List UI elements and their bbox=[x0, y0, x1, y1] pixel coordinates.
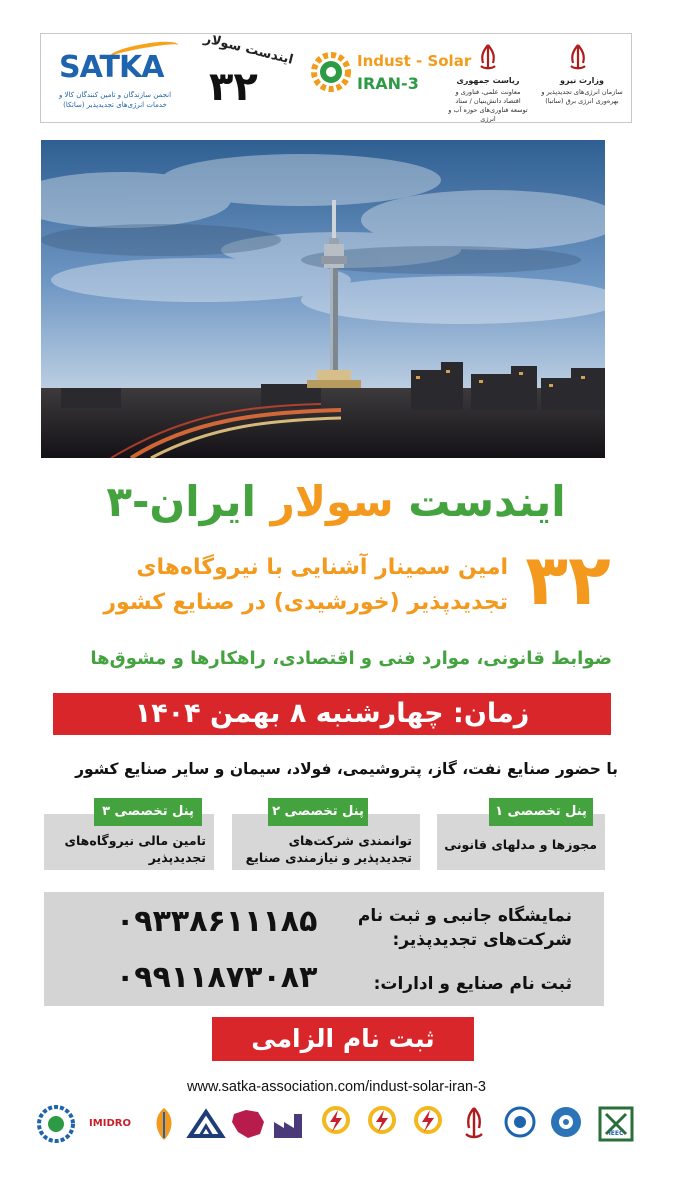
milad-tower-illustration bbox=[41, 140, 605, 458]
seminar-line2: تجدیدپذیر (خورشیدی) در صنایع کشور bbox=[103, 590, 508, 615]
sponsor-logo-7 bbox=[316, 1104, 356, 1160]
mandatory-registration-banner: ثبت نام الزامی bbox=[212, 1017, 474, 1061]
panel-1-tag: پنل تخصصی ۱ bbox=[489, 798, 593, 826]
seminar-number: ۳۲ bbox=[525, 539, 611, 621]
ministry-emblem-icon bbox=[563, 42, 593, 72]
sponsor-logo-12 bbox=[546, 1104, 586, 1160]
sponsor-logo-9 bbox=[408, 1104, 448, 1160]
blue-emblem-logo-icon bbox=[546, 1104, 586, 1144]
main-title bbox=[40, 474, 632, 530]
panel-3-text-line1: تامین مالی نیروگاه‌های bbox=[64, 833, 206, 848]
main-title-part2: سولار bbox=[270, 477, 394, 526]
contact-exhibition-label-line2: شرکت‌های تجدیدپذیر: bbox=[392, 930, 572, 950]
panel-1 bbox=[437, 804, 605, 870]
power-company-logo-icon bbox=[408, 1104, 448, 1144]
contact-industry-label: ثبت نام صنایع و ادارات: bbox=[373, 974, 572, 994]
gear-sun-icon bbox=[311, 52, 351, 92]
panel-3 bbox=[44, 804, 214, 870]
panel-3-tag: پنل تخصصی ۳ bbox=[94, 798, 202, 826]
power-company-logo-icon bbox=[316, 1104, 356, 1144]
edition-logo bbox=[191, 31, 296, 116]
sponsor-logo-10 bbox=[454, 1104, 494, 1160]
factory-logo-icon bbox=[270, 1104, 310, 1144]
emblem-logo-icon bbox=[454, 1104, 494, 1144]
satka-wordmark: SATKA bbox=[59, 50, 164, 85]
contact-phone-industry[interactable]: ۰۹۹۱۱۸۷۳۰۸۳ bbox=[116, 960, 318, 995]
leaf-logo-icon bbox=[144, 1104, 184, 1144]
header-logo-band bbox=[40, 33, 632, 123]
presence-line: با حضور صنایع نفت، گاز، پتروشیمی، فولاد، سیمان و سایر صنایع کشور bbox=[75, 760, 618, 778]
sponsor-logo-1 bbox=[36, 1104, 76, 1160]
sponsor-logo-4 bbox=[186, 1104, 226, 1160]
panel-2-tag: پنل تخصصی ۲ bbox=[268, 798, 368, 826]
presidency-subtitle: معاونت علمی، فناوری و اقتصاد دانش‌بنیان / ستاد توسعه فناوری‌های حوزه آب و انرژی bbox=[448, 88, 528, 123]
satka-subtitle: انجمن سازندگان و تامین کنندگان کالا و خدمات انرژی‌های تجدیدپذیر (ساتکا) bbox=[58, 91, 172, 109]
contact-box bbox=[44, 892, 604, 1006]
sponsor-logo-row bbox=[36, 1104, 640, 1164]
contact-exhibition-label-line1: نمایشگاه جانبی و ثبت نام bbox=[357, 906, 572, 926]
presidency-emblem-icon bbox=[473, 42, 503, 72]
panel-2-text-line1: توانمندی شرکت‌های bbox=[288, 833, 412, 848]
website-link[interactable]: www.satka-association.com/indust-solar-iran-3 bbox=[187, 1079, 486, 1095]
ministry-subtitle: سازمان انرژی‌های تجدیدپذیر و بهره‌وری انرژی برق (ساتبا) bbox=[541, 88, 623, 105]
sponsor-logo-11 bbox=[500, 1104, 540, 1160]
sponsor-logo-5 bbox=[228, 1104, 268, 1160]
edition-tag: ایندست سولار bbox=[202, 31, 295, 68]
power-company-logo-icon bbox=[362, 1104, 402, 1144]
tavanir-logo-icon bbox=[500, 1104, 540, 1144]
main-title-part3: ایران-۳ bbox=[106, 477, 271, 526]
indust-solar-logo bbox=[311, 46, 472, 106]
imidro-caption: IMIDRO bbox=[89, 1118, 131, 1129]
satka-logo bbox=[49, 44, 179, 114]
ieec-logo-icon bbox=[596, 1104, 636, 1144]
main-title-part1: ایندست bbox=[393, 477, 566, 526]
panel-1-text: مجوزها و مدلهای قانونی bbox=[444, 837, 597, 852]
sponsor-logo-2 bbox=[80, 1104, 140, 1160]
sponsor-logo-8 bbox=[362, 1104, 402, 1160]
panel-3-text-line2: تجدیدپذیر bbox=[148, 850, 206, 865]
tehran-skyline-photo bbox=[41, 140, 605, 458]
seminar-line1: امین سمینار آشنایی با نیروگاه‌های bbox=[136, 555, 508, 580]
sponsor-logo-13 bbox=[596, 1104, 636, 1160]
indust-solar-line2: IRAN-3 bbox=[357, 74, 419, 93]
contact-phone-exhibition[interactable]: ۰۹۳۳۸۶۱۱۱۸۵ bbox=[116, 904, 318, 939]
ministry-title: وزارت نیرو bbox=[560, 76, 604, 85]
mandala-logo-icon bbox=[36, 1104, 76, 1144]
date-banner: زمان: چهارشنبه ۸ بهمن ۱۴۰۴ bbox=[53, 693, 611, 735]
panel-2 bbox=[232, 804, 420, 870]
ieec-caption: IEEC bbox=[608, 1130, 624, 1137]
indust-solar-line1: Indust - Solar bbox=[357, 52, 472, 70]
iran-map-logo-icon bbox=[228, 1104, 268, 1144]
edition-number: ۳۲ bbox=[209, 64, 258, 110]
sponsor-logo-3 bbox=[144, 1104, 184, 1160]
subtitle-topics: ضوابط قانونی، موارد فنی و اقتصادی، راهکارها و مشوق‌ها bbox=[90, 648, 612, 669]
panel-2-text-line2: تجدیدپذیر و نیازمندی صنایع bbox=[245, 850, 412, 865]
sponsor-logo-6 bbox=[270, 1104, 310, 1160]
house-logo-icon bbox=[186, 1104, 226, 1144]
presidency-title: ریاست جمهوری bbox=[456, 76, 520, 85]
